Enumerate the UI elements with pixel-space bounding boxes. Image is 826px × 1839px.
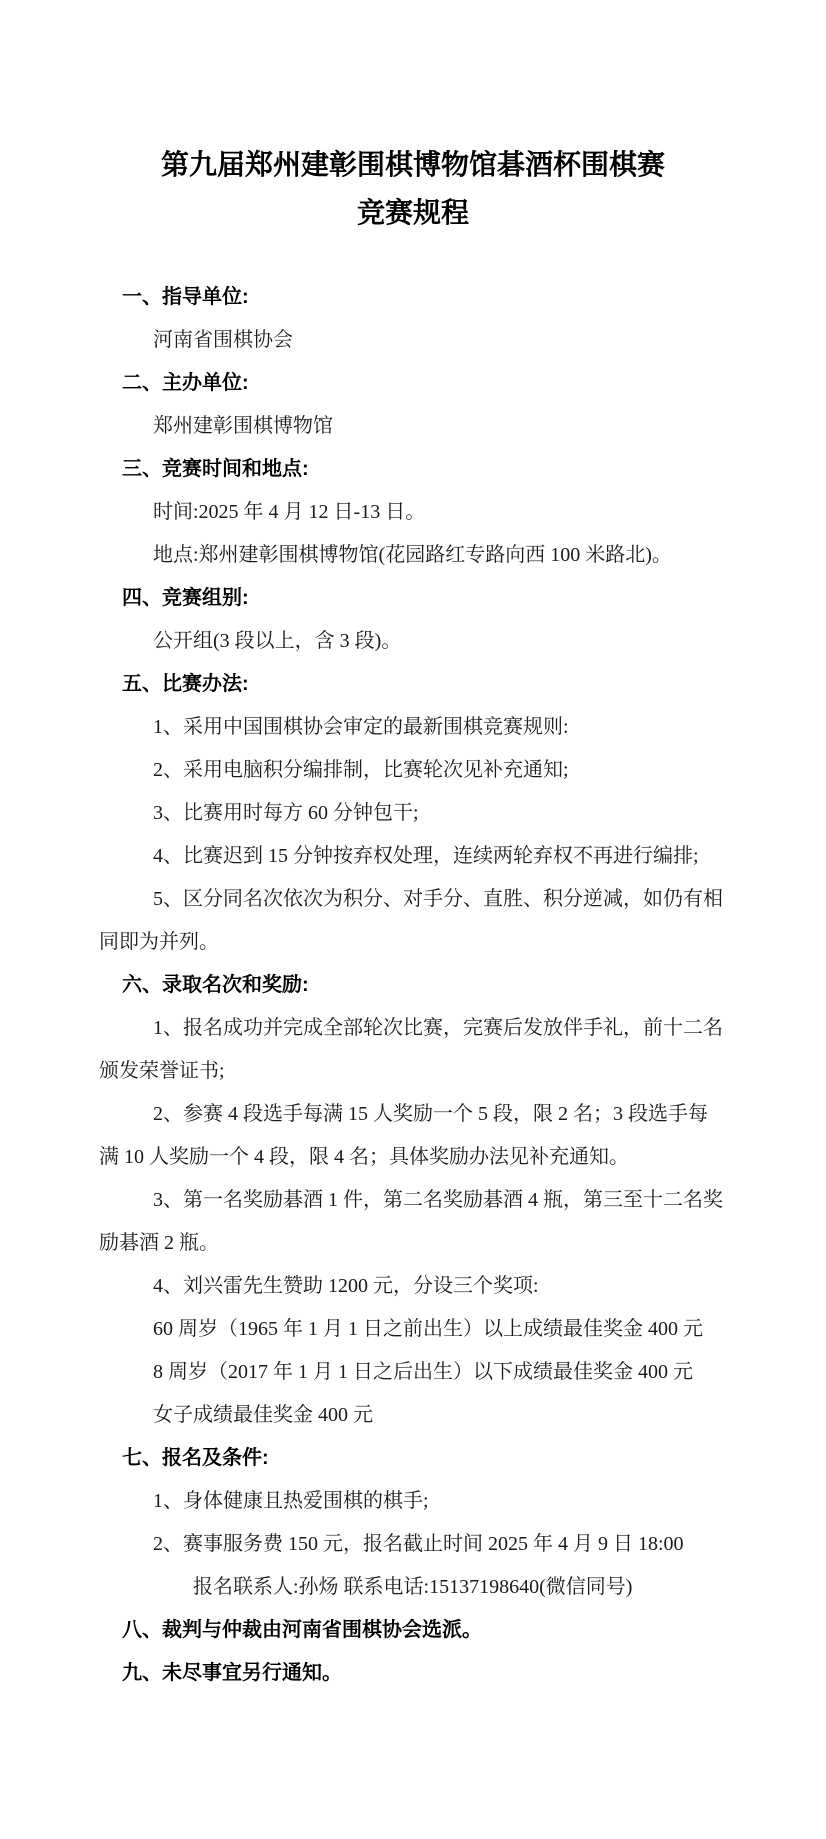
list-item: 3、比赛用时每方 60 分钟包干; bbox=[153, 802, 419, 824]
contact-line: 报名联系人:孙炀 联系电话:15137198640(微信同号) bbox=[193, 1576, 633, 1598]
list-item: 1、身体健康且热爱围棋的棋手; bbox=[153, 1490, 429, 1512]
section-3-heading: 三、竞赛时间和地点: bbox=[122, 458, 309, 480]
list-item: 2、采用电脑积分编排制，比赛轮次见补充通知; bbox=[153, 759, 569, 781]
paragraph: 公开组(3 段以上，含 3 段)。 bbox=[153, 630, 402, 652]
award-line: 60 周岁（1965 年 1 月 1 日之前出生）以上成绩最佳奖金 400 元 bbox=[153, 1318, 703, 1340]
list-item: 3、第一名奖励碁酒 1 件，第二名奖励碁酒 4 瓶，第三至十二名奖 bbox=[153, 1189, 723, 1211]
list-item: 1、报名成功并完成全部轮次比赛，完赛后发放伴手礼，前十二名 bbox=[153, 1017, 723, 1039]
list-item-continuation: 颁发荣誉证书; bbox=[99, 1060, 225, 1082]
list-item: 2、赛事服务费 150 元，报名截止时间 2025 年 4 月 9 日 18:00 bbox=[153, 1533, 684, 1555]
list-item: 2、参赛 4 段选手每满 15 人奖励一个 5 段，限 2 名；3 段选手每 bbox=[153, 1103, 708, 1125]
section-7-heading: 七、报名及条件: bbox=[122, 1447, 269, 1469]
page-subtitle: 竞赛规程 bbox=[356, 197, 469, 228]
title-block bbox=[0, 0, 826, 237]
paragraph: 河南省围棋协会 bbox=[153, 329, 293, 351]
list-item-continuation: 励碁酒 2 瓶。 bbox=[99, 1232, 219, 1254]
list-item-continuation: 满 10 人奖励一个 4 段，限 4 名；具体奖励办法见补充通知。 bbox=[99, 1146, 629, 1168]
list-item: 1、采用中国围棋协会审定的最新围棋竞赛规则: bbox=[153, 716, 569, 738]
award-line: 8 周岁（2017 年 1 月 1 日之后出生）以下成绩最佳奖金 400 元 bbox=[153, 1361, 693, 1383]
paragraph: 郑州建彰围棋博物馆 bbox=[153, 415, 333, 437]
document-body bbox=[0, 237, 826, 1695]
list-item: 4、刘兴雷先生赞助 1200 元，分设三个奖项: bbox=[153, 1275, 539, 1297]
section-6-heading: 六、录取名次和奖励: bbox=[122, 974, 309, 996]
paragraph: 时间:2025 年 4 月 12 日-13 日。 bbox=[153, 501, 426, 523]
paragraph: 地点:郑州建彰围棋博物馆(花园路红专路向西 100 米路北)。 bbox=[153, 544, 672, 566]
section-4-heading: 四、竞赛组别: bbox=[122, 587, 249, 609]
section-2-heading: 二、主办单位: bbox=[122, 372, 249, 394]
section-8-heading: 八、裁判与仲裁由河南省围棋协会选派。 bbox=[122, 1619, 482, 1641]
section-5-heading: 五、比赛办法: bbox=[122, 673, 249, 695]
list-item: 5、区分同名次依次为积分、对手分、直胜、积分逆减，如仍有相 bbox=[153, 888, 723, 910]
list-item: 4、比赛迟到 15 分钟按弃权处理，连续两轮弃权不再进行编排; bbox=[153, 845, 699, 867]
page-title: 第九届郑州建彰围棋博物馆碁酒杯围棋赛 bbox=[160, 149, 665, 180]
section-1-heading: 一、指导单位: bbox=[122, 286, 249, 308]
section-9-heading: 九、未尽事宜另行通知。 bbox=[122, 1662, 342, 1684]
award-line: 女子成绩最佳奖金 400 元 bbox=[153, 1404, 373, 1426]
list-item-continuation: 同即为并列。 bbox=[99, 931, 219, 953]
